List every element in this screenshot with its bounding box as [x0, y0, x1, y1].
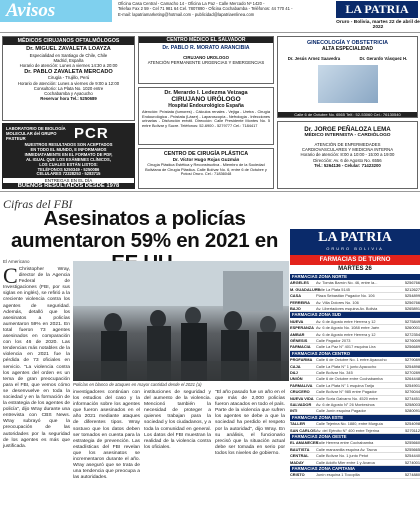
pharmacy-phone: 5254098: [404, 421, 420, 427]
pharmacy-phone: 5256766: [404, 299, 420, 305]
pharmacy-zone-header: FARMACIAS ZONA SUD: [290, 312, 420, 318]
ad-centro-medico: [138, 36, 274, 84]
pharmacy-name: M. GUADALUPE: [290, 286, 321, 292]
ad-title: Dr. JORGE PEÑALOZA LEMA: [304, 126, 391, 133]
photo-caption: Policías en blanco de ataques en mayor cantidad desde el 2021 (a): [73, 382, 202, 387]
pharmacy-name: EL AMANECER: [290, 440, 319, 446]
pharmacy-phone: 5254898: [404, 363, 420, 369]
pharmacy-phone: 5274880: [404, 472, 420, 478]
pharmacy-address: Av. Tomás Barrón No. 46, entre la...: [316, 280, 378, 286]
newspaper-logo: LA PATRIA: [336, 1, 418, 18]
pharmacy-name: UNIÓN: [290, 376, 303, 382]
ad-line: Especialidad en Santiago de Chile, Chile: [29, 52, 108, 58]
doctor-photo: [318, 65, 378, 103]
pharmacy-address: Av. Libertadores esquina Av. Bolivia: [316, 306, 378, 311]
pharmacy-name: CASA: [290, 293, 302, 299]
ad-line: CIRUJANO UROLOGO: [183, 55, 229, 60]
drop-cap: C: [3, 263, 18, 288]
ad-text: Atención: Próstata (tumores) - Cálculos renales - Vejiga - Uretra - Cirugía Endourológica - Próstata (Láser) - Laparoscopía - Nefrología - Infecciones urinarias - Disfunción eréctil. Dirección: Calle Presidente Montes No. 5 entre Bolívar y Sucre. Teléfonos: 52-6900 - 5279777 Cel.: 7184417: [142, 109, 270, 128]
pharmacy-phone: 5265891: [404, 306, 420, 311]
pharmacy-name: FERREIRA: [290, 299, 310, 305]
pharmacy-phone: 5280091: [404, 408, 420, 414]
pharmacy-phone: 5258003: [404, 402, 420, 407]
pharmacy-name: ARGELES: [290, 280, 309, 286]
article-kicker: Cifras del FBI: [3, 197, 73, 211]
ad-medicos: [2, 36, 135, 121]
ad-subtitle: MÉDICO INTERNISTA - CARDIÓLOGO: [304, 133, 391, 138]
ad-ginecologia: [277, 36, 418, 118]
pharmacy-zone-header: FARMACIAS ZONA CAPITANIA: [290, 466, 420, 472]
ad-footer: BUENOS RESULTADOS DESDE 1978: [17, 183, 120, 190]
ad-title: CENTRO MÉDICO EL SALVADOR: [139, 37, 273, 43]
article-byline: El Americano: [3, 259, 30, 264]
pharmacy-day: MARTES 26: [338, 266, 372, 272]
article-column-1: [3, 263, 70, 507]
pharmacy-phone: 5254440: [404, 453, 420, 459]
pharmacy-phone: 5274451: [404, 395, 420, 401]
ad-line: Reservar hora Tel.: 5250689: [40, 96, 97, 102]
ad-line: TELÉFONOS 5250349 - 5250086: [37, 166, 100, 172]
pharmacy-address: Calle Bolívar No. 1 junto Petot: [316, 453, 369, 459]
pharmacy-phone: 5254901: [404, 382, 420, 388]
ad-line: Dr. PABLO ZAVALETA MERCADO: [24, 69, 113, 76]
article-column-3: [144, 390, 211, 508]
pharmacy-zone-header: FARMACIAS ZONA OESTE: [290, 434, 420, 440]
pharmacy-address: Av. 6 de Agosto N° 26 Montesinos: [316, 402, 375, 407]
pharmacy-address: Calle 6 de Octubre entre Cochabamba: [316, 376, 383, 382]
ad-line: Tel.: 5264136 - Celular: 71423200: [314, 162, 381, 168]
pharmacy-name: NUEVA VIDA: [290, 395, 314, 401]
pharmacy-address: Calle Tejerina No. 1880, entre Murguía: [316, 421, 383, 427]
ad-line: Dirección: Av. 6 de Agosto No. 6556: [313, 157, 382, 163]
pharmacy-address: Calle Pagador 2073: [316, 338, 351, 343]
pharmacy-name: AMBAR: [290, 331, 305, 337]
ad-line: Madrid, España: [53, 57, 84, 63]
pharmacy-name: GÉNESIS: [290, 338, 308, 343]
pharmacy-name: BAUTISTA: [290, 446, 310, 452]
pharmacy-name: FARMACIA: [290, 344, 311, 350]
pharmacy-phone: 5276009: [404, 338, 420, 343]
article-text: "El año pasado fue un año en el que más de 2,000 policías fueron atacados en todo el país. Parte de la violencia que sufren los agentes se debe a que la sociedad ha perdido el respeto por la autoridad", dijo Wray. En su análisis, el funcionario precisó que la situación actual debe ser tomada en serio por todos los niveles de gobierno.: [215, 390, 285, 456]
pharmacy-name: TALLER: [290, 421, 306, 427]
ad-line: ATENCIÓN PERMANENTE URGENCIAS Y EMERGENCIAS: [147, 60, 265, 66]
pharmacy-address: Junín esquina 1 Tocopilla: [316, 472, 360, 478]
pharmacy-name: CRISTO: [290, 472, 305, 478]
pharmacy-address: Calle Soria Galvarro No. 4520 entre: [316, 395, 378, 401]
ad-line: NUESTROS RESULTADOS SON ACEPTADOS: [24, 142, 113, 147]
pharmacy-phone: 5279089: [404, 357, 420, 363]
pcr-logo: PCR: [74, 125, 109, 142]
ad-line: Cirugía - Trujillo, Perú: [47, 75, 90, 81]
pharmacy-phone: 5254899: [404, 293, 420, 299]
pharmacy-address: Calle Junín esquina Pagador: [316, 408, 366, 414]
ad-ledezma: [138, 87, 274, 145]
pharmacy-address: Av. 6 de Agosto entre Herrera y 12: [316, 331, 376, 337]
article-text: instituciones de seguridad y del aumento de la violencia. Mencionó también la necesidad de proteger a quienes trabajan para la sociedad y los ciudadanos, y a toda la comunidad en general. Los datos del FBI muestran la realidad de la violencia contra los oficiales.: [144, 390, 211, 450]
ad-pcr: [2, 123, 135, 189]
pharmacy-zone-header: FARMACIAS ZONA NORTE: [290, 274, 420, 280]
pharmacy-address: Av. del Ejército N° 400 entre Tejerina: [316, 427, 380, 433]
pharmacy-zone-header: FARMACIAS ZONA CENTRO: [290, 351, 420, 357]
office-line: E-mail: lapatriamarketing@hotmail.com - publicidad@lapatriaenlinea.com: [118, 11, 255, 17]
pharmacy-name: CENTRAL: [290, 453, 309, 459]
pharmacy-name: CAJA: [290, 363, 301, 369]
article-text: investigadores continúan con los estudios del caso y la información sobre los agentes que fueron asesinados en el año 2021 mediante ataques de diferentes tipos. Wray sostuvo que los datos deben ser tomados en cuenta para la estrategia de prevención. Las estadísticas del FBI revelan que los asesinatos se incrementaron durante el año. Wray aseguró que se trata de una tendencia que preocupa a las autoridades.: [73, 390, 140, 481]
pharmacy-phone: 5272354: [404, 331, 420, 337]
pharmacy-subtitle: ORURO BOLIVIA: [326, 246, 384, 251]
pharmacy-phone: 5270112: [405, 427, 420, 433]
pharmacy-address: Av. Villa Dolores No. 106: [316, 299, 359, 305]
ad-line: Horario de atención: Lunes a viernes de 9:00 a 12:00: [17, 80, 120, 86]
pharmacy-phone: 5274001: [404, 459, 420, 465]
pharmacy-phone: 5275849: [404, 318, 420, 324]
pharmacy-name: SALVADOR: [290, 402, 312, 407]
pharmacy-address: Av. 6 de Agosto No. 1088 entre Jaén: [316, 325, 380, 331]
pharmacy-phone: 5212627: [404, 286, 420, 292]
office-info: [118, 1, 333, 17]
ad-footer: ENTREGAS EN EL DÍA: [3, 178, 134, 183]
ad-line: CELULARES 72328253 - 5283715: [36, 171, 101, 177]
pharmacy-name: PROFARMA: [290, 357, 313, 363]
divider: [0, 191, 420, 192]
ad-title: GINECOLOGÍA Y OBSTETRICIA: [306, 40, 389, 46]
ad-title: MÉDICOS CIRUJANOS OFTALMÓLOGOS: [3, 37, 134, 45]
pharmacy-name: FARMALIVA: [290, 382, 313, 388]
ad-title: Dr. Merardo I. Ledezma Veizaga: [164, 90, 248, 96]
ad-title: LABORATORIO DE BIOLOGÍA MOLECULAR del GRUPO PASTEUR: [6, 126, 66, 141]
ad-line: Horario de atención: 8:00 a 10:00 - 15:00 a 19:00: [300, 152, 395, 158]
pharmacy-phone: 5255665: [404, 446, 420, 452]
pharmacy-address: Calle La Plata N° 1 junto Ayacucho: [316, 363, 377, 369]
ad-penaloza: [277, 121, 418, 189]
ad-line: AL IGUAL QUE LOS EXÁMENES CLÍNICOS,: [26, 156, 111, 162]
ad-line: ATENCIÓN DE ENFERMEDADES: [314, 142, 381, 147]
ad-subtitle: CIRUJANO URÓLOGO: [171, 96, 241, 103]
pharmacy-logo: LA PATRIA: [318, 230, 392, 245]
police-scene-image: [73, 261, 289, 381]
office-line: Oficina Casa Central - Camacho 14 - Oficina La Paz - Calle Mercado Nº 1420 -: [118, 1, 265, 6]
ad-line: CARDIOVASCULARES Y MEDICINA INTERNA: [301, 147, 394, 153]
pharmacy-phone: 5256689: [404, 344, 420, 350]
pharmacy-phone: 5255660: [404, 440, 420, 446]
pharmacy-address: Av. 6 de Agosto entre Herrera y 12: [316, 318, 376, 324]
office-line: Telefax Fax 2 59 - Cel 71 981 64 Cel. 7807890 - Oficina Cochabamba - Teléfonos: 44 770 41 -: [118, 6, 293, 12]
pharmacy-name: SAN CARLOS: [290, 427, 316, 433]
pharmacy-address: Calle Bolívar N° 985 entre Pagador: [316, 389, 377, 395]
pharmacy-name: ESPERANZA: [290, 325, 314, 331]
ad-title: CENTRO DE CIRUGÍA PLÁSTICA: [163, 151, 249, 157]
ad-subtitle: Dr. PABLO R. MORATO ARANCIBIA: [162, 45, 250, 51]
pharmacy-row: [290, 472, 420, 478]
pharmacy-address: Calle manzanilla esquina Av. Tacna: [316, 446, 377, 452]
section-title: Avisos: [0, 0, 112, 22]
ad-line: EN TODO EL MUNDO, E INFORMAMOS: [30, 146, 107, 152]
pharmacy-name: BAJO: [290, 306, 301, 311]
pharmacy-phone: 5276044: [404, 389, 420, 395]
doctor-name: Dr. Jesús Arnez Saavedra: [287, 56, 341, 61]
ad-footer: Calle 6 de Octubre No. 6565 Telf.: 52-53060 Cel.: 76130540: [278, 112, 417, 117]
article-column-4: [215, 390, 285, 508]
pharmacy-address: Calle Herrera entre Cochabamba: [316, 440, 374, 446]
pharmacy-name: D&J: [290, 370, 298, 375]
ad-line: INMEDIATAMENTE EN EL FORMATO DE PDF,: [24, 151, 113, 157]
pharmacy-address: Plaza Sebastián Pagador No. 106: [316, 293, 375, 299]
doctor-name: Dr. Gerardo Vásquez H.: [359, 56, 408, 61]
ad-text: Cirugía Plástica Estética y Reconstructiva - Miembro de la Sociedad Boliviana de Cirugía Plástica. Calle Bolívar No. 6, entre 6 de Octubre y Potosí Oruro. Cel.: 71836048: [145, 162, 267, 177]
pharmacy-name: CRUCERO: [290, 389, 310, 395]
ad-line: Consultorio: La Plata No. 1020 entre: [33, 85, 104, 91]
article-column-2: [73, 390, 140, 508]
ad-heading: Hospital Endourológico España: [168, 103, 244, 109]
pharmacy-address: Calle Adolfo Mier entre 1 y Avaroa: [316, 459, 375, 465]
pharmacy-address: Calle La Plata 5145: [316, 286, 350, 292]
pharmacy-title: FARMACIAS DE TURNO: [290, 255, 420, 265]
ad-line: LOS CUALES ESTÁN LISTOS:: [39, 161, 98, 167]
ad-line: Cochabamba y Ayacucho: [44, 91, 93, 97]
pharmacy-phone: 5270289: [404, 370, 420, 375]
ad-subtitle: Dr. Víctor Hugo Rojas Guzmán: [172, 157, 240, 162]
pharmacy-address: Calle 6 de Octubre No. 1 entre Ayacucho: [316, 357, 387, 363]
ad-cirugia-plastica: [138, 148, 274, 189]
ad-line: Dr. MIGUEL ZAVALETA LOAYZA: [26, 46, 111, 53]
pharmacy-zone-header: FARMACIAS ZONA ESTE: [290, 415, 420, 421]
pharmacy-phone: 5260001: [404, 325, 420, 331]
dateline: Oruro - Bolivia, martes 22 de abril de 2022: [336, 20, 420, 30]
pharmacy-address: Calle La Paz N° 4017 esquina Lira: [316, 344, 376, 350]
pharmacy-name: MADAY: [290, 459, 304, 465]
pharmacy-address: Calle Bolívar No. 345: [316, 370, 353, 375]
pharmacy-phone: 5256766: [404, 280, 420, 286]
article-headline: Asesinatos a policías aumentaron 59% en 2021 en: [10, 207, 279, 252]
article-text: Christopher Wray, director de la Agencia Federal de Investigaciones (FBI, por sus siglas en inglés), se refirió a la creciente violencia contra los agentes de seguridad. Además, detalló que los asesinatos a policías aumentaron 59% en 2021. En total fueron 73 agentes asesinados en comparación con los 46 de 2020. Las tendencias más notables de la violencia en 2021 fue la pérdida de 73 oficiales en servicio. "La violencia contra los agentes del orden es un tema de gran preocupación para el FBI, que vemos cómo se desenvuelve en toda la sociedad y en la formación de la estrategia de los agentes de policía", dijo Wray durante una entrevista con CBS News. Wray subrayó que la preocupación de las autoridades por la seguridad de los agentes es más que justificada.: [3, 267, 70, 449]
pharmacy-name: NUEVA: [290, 318, 304, 324]
ad-line: Horario de atención: Lunes a viernes 14:30 a 20:00: [19, 63, 118, 69]
article-photo: [73, 261, 289, 381]
pharmacy-header: [290, 229, 420, 255]
pharmacy-address: Calle La Plata N° 1 esquina Tarija: [316, 382, 374, 388]
ad-subtitle: ALTA ESPECIALIDAD: [321, 46, 374, 52]
pharmacy-phone: 5264448: [404, 376, 420, 382]
pharmacy-name: INTI: [290, 408, 298, 414]
